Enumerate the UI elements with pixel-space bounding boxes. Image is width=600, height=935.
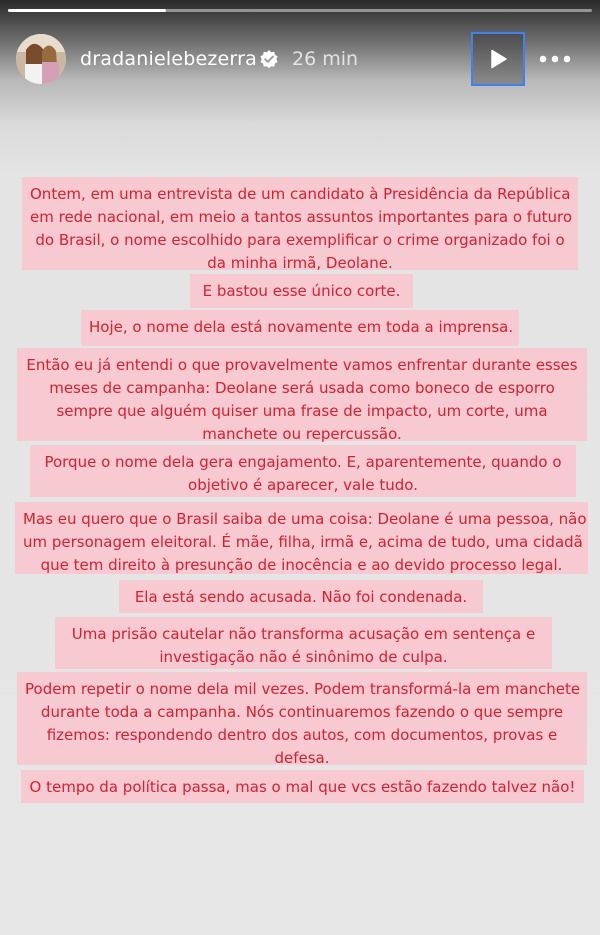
text-line: durante toda a campanha. Nós continuaremos fazendo o que sempre	[40, 703, 564, 721]
username[interactable]: dradanielebezerra	[80, 48, 257, 70]
text-paragraph	[21, 770, 584, 803]
text-line: da minha irmã, Deolane.	[207, 254, 393, 272]
text-line: Ontem, em uma entrevista de um candidato à Presidência da República	[30, 185, 571, 203]
text-line: Uma prisão cautelar não transforma acusação em sentença e	[71, 625, 536, 643]
text-paragraph	[30, 445, 576, 497]
text-line: investigação não é sinônimo de culpa.	[159, 648, 448, 666]
text-line: Hoje, o nome dela está novamente em toda a imprensa.	[89, 318, 514, 336]
text-line: Mas eu quero que o Brasil saiba de uma coisa: Deolane é uma pessoa, não	[23, 510, 587, 528]
text-paragraph	[17, 348, 587, 441]
text-paragraph	[15, 502, 588, 574]
text-paragraph	[190, 274, 413, 308]
timestamp: 26 min	[292, 48, 359, 70]
text-line: manchete ou repercussão.	[202, 425, 402, 443]
text-line: E bastou esse único corte.	[202, 282, 401, 300]
text-line: em rede nacional, em meio a tantos assuntos importantes para o futuro	[30, 208, 572, 226]
text-line: defesa.	[274, 749, 330, 767]
text-paragraph	[81, 310, 519, 346]
text-line: O tempo da política passa, mas o mal que vcs estão fazendo talvez não!	[29, 778, 576, 796]
text-line: que tem direito à presunção de inocência e ao devido processo legal.	[40, 556, 563, 574]
text-paragraph	[17, 672, 587, 765]
text-line: Ela está sendo acusada. Não foi condenada.	[134, 588, 468, 606]
text-line: fizemos: respondendo dentro dos autos, com documentos, provas e	[46, 726, 558, 744]
text-paragraph	[22, 177, 578, 270]
text-paragraph	[119, 580, 483, 613]
text-line: Então eu já entendi o que provavelmente vamos enfrentar durante esses	[26, 356, 578, 374]
text-line: objetivo é aparecer, vale tudo.	[188, 476, 418, 494]
text-line: um personagem eleitoral. É mãe, filha, irmã e, acima de tudo, uma cidadã	[23, 533, 583, 551]
text-line: meses de campanha: Deolane será usada como boneco de esporro	[49, 379, 555, 397]
text-line: Porque o nome dela gera engajamento. E, aparentemente, quando o	[44, 453, 562, 471]
text-line: Podem repetir o nome dela mil vezes. Podem transformá-la em manchete	[25, 680, 581, 698]
text-line: do Brasil, o nome escolhido para exemplificar o crime organizado foi o	[35, 231, 565, 249]
text-line: sempre que alguém quiser uma frase de impacto, um corte, uma	[56, 402, 548, 420]
text-paragraph	[55, 617, 552, 669]
